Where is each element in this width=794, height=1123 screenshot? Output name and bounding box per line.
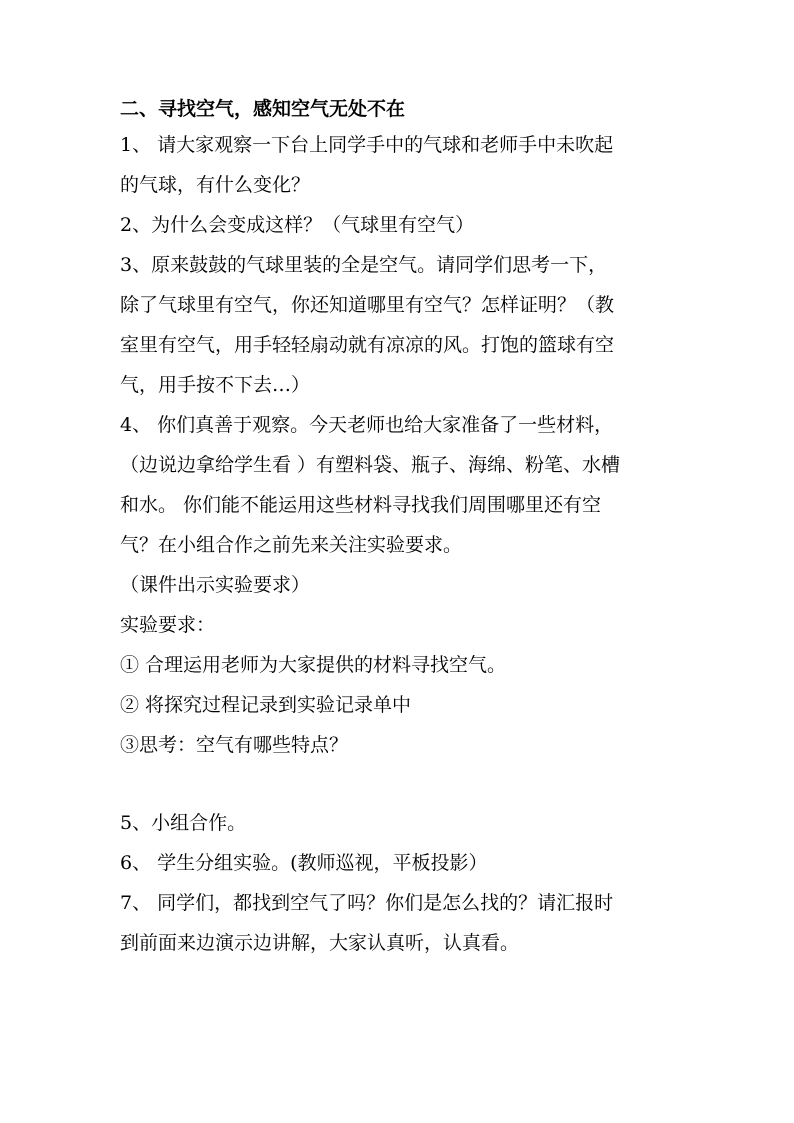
item-3-line-3: 室里有空气，用手轻轻扇动就有凉凉的风。打饱的篮球有空 xyxy=(120,334,615,356)
item-7-line-2: 到前面来边演示边讲解，大家认真听，认真看。 xyxy=(120,932,520,954)
item-7-line-1: 7、 同学们，都找到空气了吗？你们是怎么找的？请汇报时 xyxy=(120,892,614,914)
requirement-1: ① 合理运用老师为大家提供的材料寻找空气。 xyxy=(120,654,507,676)
item-5-line-1: 5、小组合作。 xyxy=(120,812,247,834)
item-2-line-1: 2、为什么会变成这样？（气球里有空气） xyxy=(120,214,475,236)
requirement-2: ② 将探究过程记录到实验记录单中 xyxy=(120,694,412,716)
item-4-line-2: （边说边拿给学生看 ）有塑料袋、瓶子、海绵、粉笔、水槽 xyxy=(120,454,621,476)
item-3-line-4: 气，用手按不下去…） xyxy=(120,374,311,396)
requirements-label: 实验要求： xyxy=(120,614,216,636)
item-4-line-4: 气？在小组合作之前先来关注实验要求。 xyxy=(120,534,463,556)
requirement-3: ③思考：空气有哪些特点？ xyxy=(120,734,349,756)
document-page xyxy=(120,96,680,956)
item-1-line-1: 1、 请大家观察一下台上同学手中的气球和老师手中未吹起 xyxy=(120,134,614,156)
item-4-line-3: 和水。 你们能不能运用这些材料寻找我们周围哪里还有空 xyxy=(120,494,602,516)
item-3-line-1: 3、原来鼓鼓的气球里装的全是空气。请同学们思考一下， xyxy=(120,254,608,276)
item-3-line-2: 除了气球里有空气，你还知道哪里有空气？怎样证明？（教 xyxy=(120,294,615,316)
item-4-line-1: 4、 你们真善于观察。今天老师也给大家准备了一些材料， xyxy=(120,414,614,436)
item-6-line-1: 6、 学生分组实验。(教师巡视，平板投影） xyxy=(120,852,488,874)
section-heading: 二、寻找空气，感知空气无处不在 xyxy=(120,98,406,120)
courseware-note: （课件出示实验要求） xyxy=(120,574,311,596)
item-1-line-2: 的气球，有什么变化？ xyxy=(120,174,311,196)
